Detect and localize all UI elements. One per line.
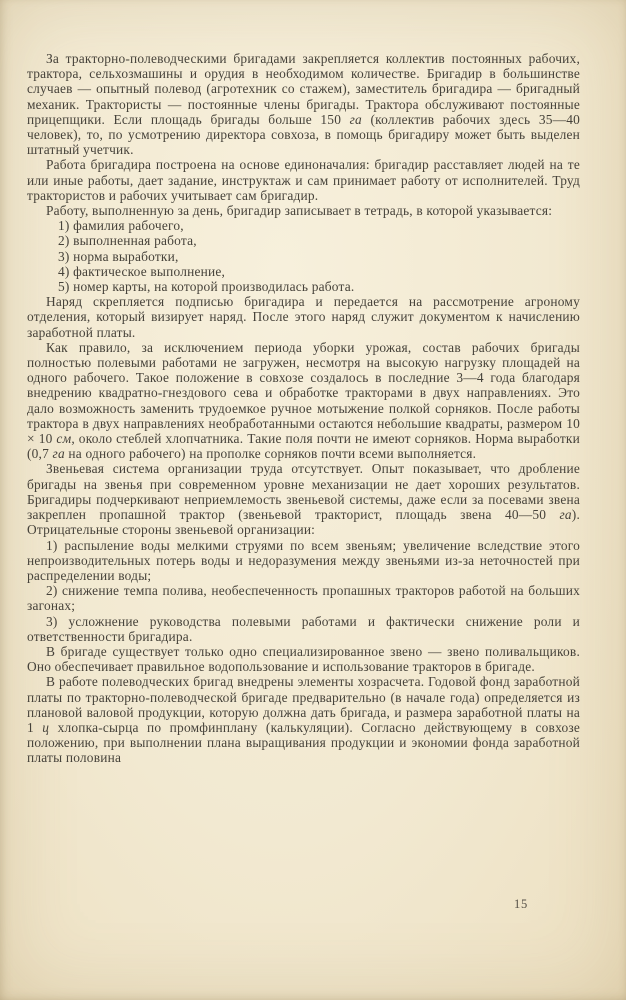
italic-text-segment: см — [56, 431, 72, 447]
paragraph — [27, 294, 580, 340]
text-segment: В бригаде существует только одно специализированное звено — звено поливальщиков. Оно обеспечивает правильное водопользование и использование тракторов в бригаде. — [27, 643, 580, 675]
paragraph — [27, 157, 580, 203]
text-segment: 1) фамилия рабочего, — [58, 218, 184, 234]
italic-text-segment: га — [349, 111, 362, 127]
list-item — [27, 538, 580, 584]
text-segment: Звеньевая система организации труда отсутствует. Опыт показывает, что дробление бригады на звенья при современном уровне механизации не дает хороших результатов. Бригадиры подчеркивают неприемлемость звеньевой системы, даже если за посевами звена закреплен пропашной трактор (звеньевой тракторист, площадь звена 40—50 — [27, 461, 580, 523]
paragraph — [27, 203, 580, 218]
page-number: 15 — [514, 897, 529, 911]
text-segment: Наряд скрепляется подписью бригадира и передается на рассмотрение агроному отделения, который визирует наряд. После этого наряд служит документом к начислению заработной платы. — [27, 294, 580, 340]
list-item — [27, 279, 580, 294]
text-segment: 3) норма выработки, — [58, 248, 179, 264]
text-segment: хлопка-сырца по промфинплану (калькуляции). Согласно действующему в совхозе положению, при выполнении плана выращивания продукции и экономии фонда заработной платы половина — [27, 719, 580, 766]
text-segment: 2) выполненная работа, — [58, 233, 197, 249]
text-segment: 5) номер карты, на которой производилась работа. — [58, 279, 355, 295]
list-item — [27, 218, 580, 233]
text-segment: 3) усложнение руководства полевыми работами и фактически снижение роли и ответственности бригадира. — [27, 613, 580, 644]
text-segment: 1) распыление воды мелкими струями по всем звеньям; увеличение вследствие этого непроизводительных потерь воды и недоразумения между звеньями из-за неточностей при распределении воды; — [27, 537, 580, 583]
list-item — [27, 264, 580, 279]
text-segment: Работа бригадира построена на основе единоначалия: бригадир расставляет людей на те или иные работы, дает задание, инструктаж и сам принимает работу от исполнителей. Труд трактористов и рабочих учитывает сам бригадир. — [27, 157, 580, 203]
list-item — [27, 233, 580, 248]
text-segment: , около стеблей хлопчатника. Такие поля почти не имеют сорняков. Норма выработки (0,7 — [27, 431, 580, 462]
paragraph — [27, 461, 580, 537]
italic-text-segment: га — [559, 507, 572, 523]
list-item — [27, 249, 580, 264]
text-segment: на одного рабочего) на прополке сорняков почти всеми выполняется. — [64, 446, 477, 462]
italic-text-segment: га — [52, 446, 65, 462]
text-segment: Как правило, за исключением периода уборки урожая, состав рабочих бригады полностью полевыми работами не загружен, несмотря на высокую нагрузку площадей на одного рабочего. Такое положение в совхозе создалось в последние 3—4 года благодаря внедрению квадратно-гнездового сева и обработке тракторами в двух направлениях. Это дало возможность заменить трудоемкое ручное мотыжение полкой сорняков. После работы трактора в двух направлениях необработанными остаются небольшие квадраты, размером 10 × 10 — [27, 339, 580, 447]
text-segment: ). Отрицательные стороны звеньевой организации: — [27, 507, 580, 538]
text-segment: Работу, выполненную за день, бригадир записывает в тетрадь, в которой указывается: — [46, 203, 553, 219]
text-segment: 2) снижение темпа полива, необеспеченность пропашных тракторов работой на больших загонах; — [27, 583, 580, 614]
paragraph — [27, 644, 580, 674]
text-block — [27, 51, 580, 766]
paragraph — [27, 51, 580, 157]
paragraph — [27, 674, 580, 765]
text-segment: За тракторно-полеводческими бригадами закрепляется коллектив постоянных рабочих, трактора, сельхозмашины и орудия в необходимом количестве. Бригадир в большинстве случаев — опытный полевод (агротехник со стажем), заместитель бригадира — бригадный механик. Трактористы — постоянные члены бригады. Трактора обслуживают постоянные прицепщики. Если площадь бригады больше 150 — [27, 51, 580, 127]
list-item — [27, 614, 580, 644]
text-segment: В работе полеводческих бригад внедрены элементы хозрасчета. Годовой фонд заработной платы по тракторно-полеводческой бригаде предварительно (в начале года) определяется из плановой валовой продукции, которую должна дать бригада, и размера заработной платы на 1 — [27, 674, 580, 735]
text-segment: (коллектив рабочих здесь 35—40 человек), то, по усмотрению директора совхоза, в помощь бригадиру может быть выделен штатный учетчик. — [27, 111, 580, 158]
italic-text-segment: ц — [42, 719, 50, 735]
list-item — [27, 583, 580, 613]
text-segment: 4) фактическое выполнение, — [58, 263, 226, 279]
paragraph — [27, 340, 580, 462]
